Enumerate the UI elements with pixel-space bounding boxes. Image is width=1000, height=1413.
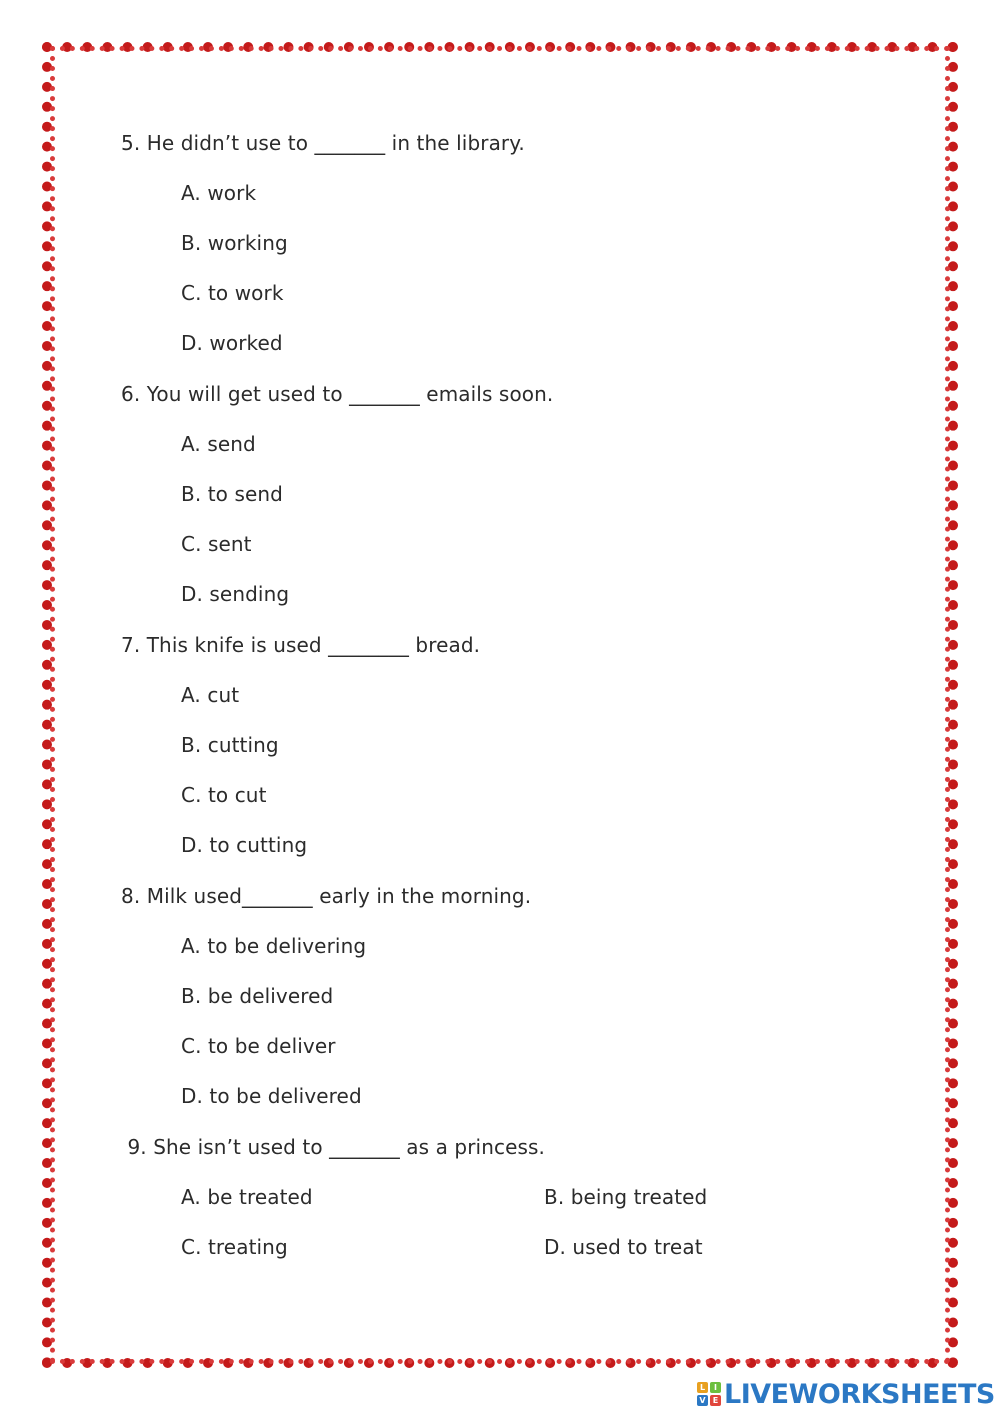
question-7-option-c[interactable]: C. to cut (181, 783, 267, 807)
question-6: 6. You will get used to _______ emails soon. (121, 382, 554, 406)
question-8-option-b[interactable]: B. be delivered (181, 984, 334, 1008)
question-8-option-d[interactable]: D. to be delivered (181, 1084, 362, 1108)
question-7-option-b[interactable]: B. cutting (181, 733, 279, 757)
question-7-option-a[interactable]: A. cut (181, 683, 240, 707)
question-9-option-a[interactable]: A. be treated (181, 1185, 313, 1209)
question-6-option-c[interactable]: C. sent (181, 532, 252, 556)
question-8-option-a[interactable]: A. to be delivering (181, 934, 367, 958)
question-6-option-b[interactable]: B. to send (181, 482, 283, 506)
question-7: 7. This knife is used ________ bread. (121, 633, 481, 657)
logo-tile-i: I (710, 1382, 721, 1393)
logo-text: LIVEWORKSHEETS (724, 1378, 995, 1410)
question-8-option-c[interactable]: C. to be deliver (181, 1034, 336, 1058)
question-9-option-d[interactable]: D. used to treat (544, 1235, 703, 1259)
question-5-option-d[interactable]: D. worked (181, 331, 283, 355)
question-5-option-b[interactable]: B. working (181, 231, 288, 255)
logo-tile-l: L (697, 1382, 708, 1393)
question-7-option-d[interactable]: D. to cutting (181, 833, 308, 857)
question-9-option-b[interactable]: B. being treated (544, 1185, 708, 1209)
question-5: 5. He didn’t use to _______ in the library. (121, 131, 525, 155)
question-6-option-d[interactable]: D. sending (181, 582, 290, 606)
logo-tile-e: E (710, 1395, 721, 1406)
question-6-option-a[interactable]: A. send (181, 432, 256, 456)
question-5-option-a[interactable]: A. work (181, 181, 257, 205)
question-9: 9. She isn’t used to _______ as a princess. (121, 1135, 545, 1159)
logo-tiles-icon (697, 1382, 721, 1406)
liveworksheets-logo[interactable] (697, 1378, 995, 1410)
question-9-option-c[interactable]: C. treating (181, 1235, 288, 1259)
question-5-option-c[interactable]: C. to work (181, 281, 284, 305)
logo-tile-v: V (697, 1395, 708, 1406)
decorative-border (42, 42, 958, 1368)
question-8: 8. Milk used_______ early in the morning. (121, 884, 532, 908)
